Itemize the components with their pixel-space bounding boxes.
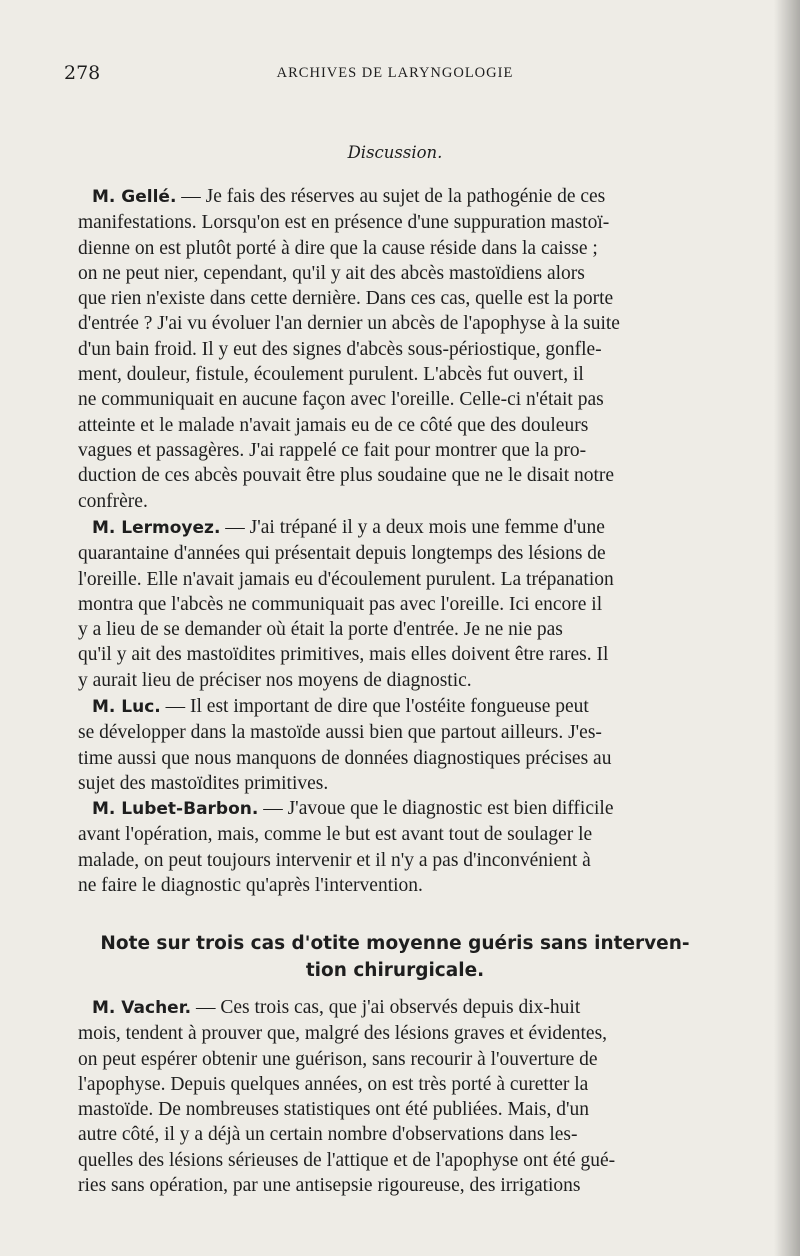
text-line: d'entrée ? J'ai vu évoluer l'an dernier un abcès de l'apophyse à la suite [78,313,620,335]
text-line: on peut espérer obtenir une guérison, sans recourir à l'ouverture de [78,1048,598,1070]
speaker-name: M. Gellé. [92,187,177,207]
text-line: l'apophyse. Depuis quelques années, on est très porté à curetter la [78,1073,589,1095]
text-line: duction de ces abcès pouvait être plus soudaine que ne le disait notre [78,465,615,487]
text-line: montra que l'abcès ne communiquait pas avec l'oreille. Ici encore il [78,593,603,615]
paragraph-lermoyez [78,515,726,693]
discussion-title: Discussion. [347,143,443,162]
page-edge-shadow [774,0,800,1256]
article-title [64,930,726,984]
article-title-line: tion chirurgicale. [305,960,485,981]
text-line: qu'il y ait des mastoïdites primitives, mais elles doivent être rares. Il [78,644,609,666]
text-line: time aussi que nous manquons de données diagnostiques précises au [78,747,612,769]
text-line: quelles des lésions sérieuses de l'attique et de l'apophyse ont été gué- [78,1149,616,1171]
text-line: vagues et passagères. J'ai rappelé ce fait pour montrer que la pro- [78,439,587,461]
article-title-line: Note sur trois cas d'otite moyenne guéris sans interven- [100,933,690,954]
text-line: ne communiquait en aucune façon avec l'oreille. Celle-ci n'était pas [78,389,604,411]
text-line: ne faire le diagnostic qu'après l'intervention. [78,874,423,896]
text-line: M. Vacher. — Ces trois cas, que j'ai observés depuis dix-huit [92,997,581,1018]
text-line: l'oreille. Elle n'avait jamais eu d'écoulement purulent. La trépanation [78,568,614,590]
text-line: y aurait lieu de préciser nos moyens de diagnostic. [78,669,472,691]
text-line: sujet des mastoïdites primitives. [78,772,329,794]
paragraph-lubet-barbon [78,796,726,898]
text-line: avant l'opération, mais, comme le but est avant tout de soulager le [78,824,593,846]
paragraph-luc [78,694,726,796]
running-head: ARCHIVES DE LARYNGOLOGIE [276,65,514,81]
text-line: mastoïde. De nombreuses statistiques ont été publiées. Mais, d'un [78,1099,589,1121]
text-line: y a lieu de se demander où était la porte d'entrée. Je ne nie pas [78,619,563,641]
paragraph-vacher [78,995,726,1198]
speaker-name: M. Lubet-Barbon. [92,799,259,819]
text-line: atteinte et le malade n'avait jamais eu de ce côté que des douleurs [78,414,589,436]
text-line: M. Gellé. — Je fais des réserves au sujet de la pathogénie de ces [92,186,606,207]
text-line: mois, tendent à prouver que, malgré des lésions graves et évidentes, [78,1023,608,1045]
page-header [64,62,726,90]
speaker-name: M. Lermoyez. [92,518,221,538]
text-line: autre côté, il y a déjà un certain nombre d'observations dans les- [78,1124,578,1146]
text-line: se développer dans la mastoïde aussi bien que partout ailleurs. J'es- [78,722,602,744]
text-line: dienne on est plutôt porté à dire que la cause réside dans la caisse ; [78,237,598,259]
text-line: malade, on peut toujours intervenir et il n'y a pas d'inconvénient à [78,849,591,871]
text-line: on ne peut nier, cependant, qu'il y ait des abcès mastoïdiens alors [78,262,585,284]
page-number: 278 [64,62,101,84]
text-line: M. Lermoyez. — J'ai trépané il y a deux mois une femme d'une [92,517,605,538]
paragraph-gelle [78,184,726,514]
speaker-name: M. Vacher. [92,998,192,1018]
text-line: que rien n'existe dans cette dernière. Dans ces cas, quelle est la porte [78,288,614,310]
text-line: M. Luc. — Il est important de dire que l'ostéite fongueuse peut [92,696,589,717]
text-line: d'un bain froid. Il y eut des signes d'abcès sous-périostique, gonfle- [78,338,602,360]
speaker-name: M. Luc. [92,697,161,717]
text-line: quarantaine d'années qui présentait depuis longtemps des lésions de [78,543,606,565]
text-line: ment, douleur, fistule, écoulement purulent. L'abcès fut ouvert, il [78,364,584,386]
text-line: ries sans opération, par une antisepsie rigoureuse, des irrigations [78,1175,581,1197]
text-line: manifestations. Lorsqu'on est en présence d'une suppuration mastoï- [78,212,610,234]
text-line: confrère. [78,490,148,512]
text-line: M. Lubet-Barbon. — J'avoue que le diagnostic est bien difficile [92,798,614,819]
